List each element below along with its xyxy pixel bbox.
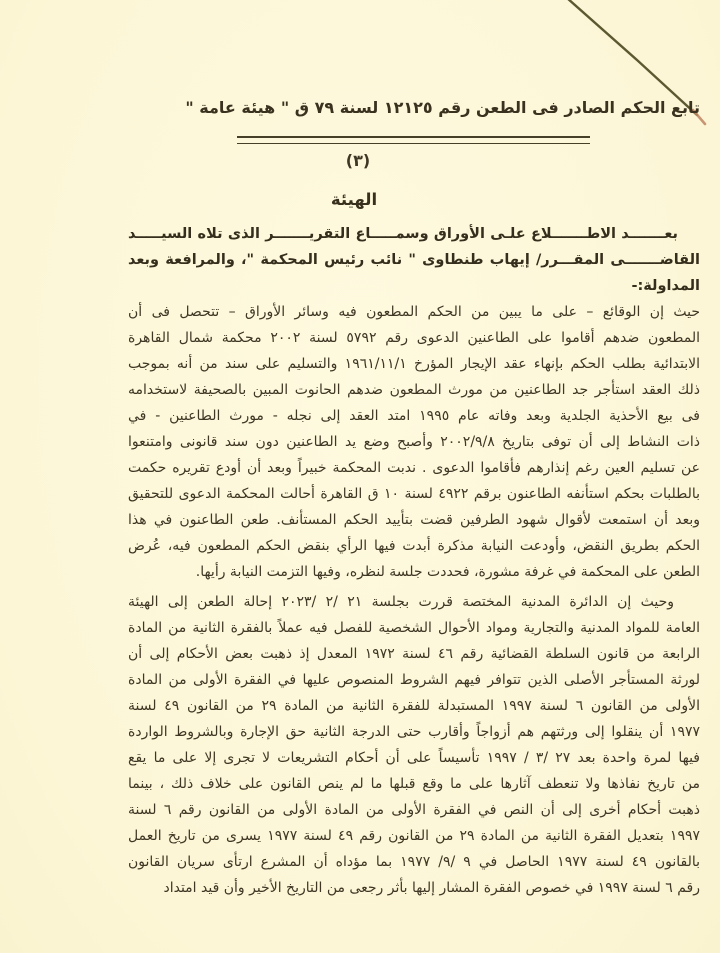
header-double-rule — [237, 136, 590, 144]
text-column — [128, 221, 700, 901]
text-line: ذهبت أحكام أخرى إلى أن النص في الفقرة الأولى من المادة الأولى من القانون رقم ٦ لسنة — [128, 802, 700, 818]
text-line: حيث إن الوقائع – على ما يبين من الحكم المطعون فيه وسائر الأوراق – تتحصل فى أن — [128, 304, 700, 320]
header-title: تابع الحكم الصادر فى الطعن رقم ١٢١٢٥ لسنة ٧٩ ق " هيئة عامة " — [185, 98, 700, 117]
text-line: ذلك العقد استأجر جد الطاعنين من مورث المطعون ضدهم الحانوت المبين بالصحيفة لاستخدامه — [128, 382, 700, 398]
section-title: الهيئة — [330, 190, 378, 209]
text-line: بالطلبات بحكم استأنفه الطاعنون برقم ٤٩٢٢ لسنة ١٠ ق القاهرة أحالت المحكمة الدعوى للتحقيق — [128, 486, 700, 502]
text-line: وبعد أن استمعت لأقوال شهود الطرفين قضت بتأييد الحكم المستأنف. طعن الطاعنون في هذا — [128, 512, 700, 528]
text-line: بعـــــــد الاطـــــــلاع علـى الأوراق وسمـــــاع التقريـــــــر الذى تلاه السيـــــد — [128, 226, 678, 242]
text-line: وحيث إن الدائرة المدنية المختصة قررت بجلسة ٢١ /٢ /٢٠٢٣ إحالة الطعن إلى الهيئة — [128, 594, 674, 610]
text-line: ١٩٩٧ بتعديل الفقرة الثانية من المادة ٢٩ من القانون رقم ٤٩ لسنة ١٩٧٧ يسرى من تاريخ العمل — [128, 828, 700, 844]
page-number: (٣) — [345, 151, 371, 170]
text-line: عن تسليم العين رغم إنذارهم فأقاموا الدعوى . ندبت المحكمة خبيراً وبعد أن أودع تقريره حكمت — [128, 460, 700, 476]
text-line: الرابعة من قانون السلطة القضائية رقم ٤٦ لسنة ١٩٧٢ المعدل إذ ذهبت بعض الأحكام إلى أن — [128, 646, 700, 662]
text-line: فى بيع الأحذية الجلدية وبعد وفاته عام ١٩٩٥ امتد العقد إلى نجله - مورث الطاعنين - في — [128, 408, 700, 424]
text-line: القاضـــــــى المقـــرر/ إيهاب طنطاوى " نائب رئيس المحكمة "، والمرافعة وبعد المداولة:- — [128, 252, 700, 294]
text-line: الطعن على المحكمة في غرفة مشورة، فحددت جلسة لنظره، وفيها التزمت النيابة رأيها. — [195, 564, 700, 580]
text-line: ١٩٧٧ أن ينقلوا إلى ورثتهم هم أزواجاً وأقارب حتى الدرجة الثانية حق الإجارة وبالشروط الواردة — [128, 724, 700, 740]
text-line: الحكم بطريق النقض، وأودعت النيابة مذكرة أبدت فيها الرأي بنقض الحكم المطعون فيه، عُرض — [128, 538, 700, 554]
text-line: الأولى من القانون ٦ لسنة ١٩٩٧ المستبدلة للفقرة الثانية من المادة ٢٩ من القانون ٤٩ لسنة — [128, 698, 700, 714]
text-line: ذات النشاط إلى أن توفى بتاريخ ٢٠٠٢/٩/٨ وأصبح وضع يد الطاعنين دون سند قانونى وامتنعوا — [128, 434, 701, 450]
text-line: من تاريخ نفاذها ولا تنعطف آثارها على ما وقع قبلها ما لم ينص القانون على خلاف ذلك ، بينما — [128, 776, 700, 792]
referral-paragraph — [128, 589, 700, 901]
preamble-paragraph — [128, 221, 700, 299]
text-line: لورثة المستأجر الأصلى الذين تتوافر فيهم الشروط المنصوص عليها في الفقرة الأولى من المادة — [128, 672, 700, 688]
text-line: العامة للمواد المدنية والتجارية ومواد الأحوال الشخصية للفصل فيه عملاً بالفقرة الثانية من المادة — [128, 620, 700, 636]
text-line: المطعون ضدهم أقاموا على الطاعنين الدعوى رقم ٥٧٩٢ لسنة ٢٠٠٢ محكمة شمال القاهرة — [128, 330, 700, 346]
text-line: رقم ٦ لسنة ١٩٩٧ في خصوص الفقرة المشار إليها بأثر رجعى من التاريخ الأخير وأن قيد امتداد — [163, 880, 700, 896]
text-line: بالقانون ٤٩ لسنة ١٩٧٧ الحاصل في ٩ /٩/ ١٩٧٧ بما مؤداه أن المشرع ارتأى سريان القانون — [128, 854, 701, 870]
text-line: الابتدائية بطلب الحكم بإنهاء عقد الإيجار المؤرخ ١٩٦١/١١/١ والتسليم على سند من أنه بموجب — [128, 356, 700, 372]
text-line: فيها لمرة واحدة بعد ٢٧ /٣ / ١٩٩٧ تأسيساً على أن أحكام التشريعات لا تجرى إلا على ما يقع — [128, 750, 701, 766]
facts-paragraph — [128, 299, 700, 585]
